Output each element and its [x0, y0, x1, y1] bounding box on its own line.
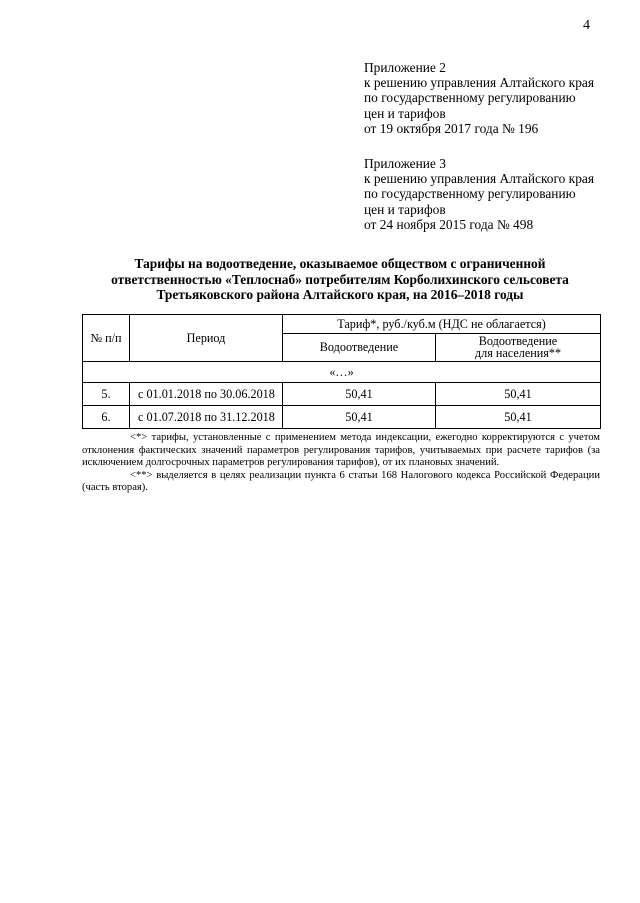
- appendix-3-line: от 24 ноября 2015 года № 498: [364, 216, 534, 232]
- appendix-2-header: [364, 60, 594, 136]
- footnote-2: <**> выделяется в целях реализации пункта 6 статьи 168 Налогового кодекса Российской Федерации (часть вторая).: [82, 469, 600, 494]
- table-header-row: [83, 315, 601, 334]
- table-row-ellipsis: [83, 362, 601, 383]
- cell-sewerage-population: 50,41: [436, 406, 601, 429]
- cell-sewerage: 50,41: [283, 406, 436, 429]
- table-row: [83, 406, 601, 429]
- document-title: [60, 256, 620, 303]
- appendix-3-line: цен и тарифов: [364, 201, 446, 217]
- cell-sewerage-population: 50,41: [436, 383, 601, 406]
- tariff-table: [82, 314, 601, 429]
- table-row: [83, 383, 601, 406]
- cell-sewerage: 50,41: [283, 383, 436, 406]
- title-line: ответственностью «Теплоснаб» потребителям Корболихинского сельсовета: [111, 271, 569, 287]
- header-sewerage-population: [436, 334, 601, 362]
- appendix-2-line: от 19 октября 2017 года № 196: [364, 120, 539, 136]
- title-line: Тарифы на водоотведение, оказываемое обществом с ограниченной: [134, 256, 546, 271]
- cell-number: 5.: [83, 383, 130, 406]
- appendix-3-header: [364, 156, 594, 232]
- appendix-2-line: цен и тарифов: [364, 105, 446, 121]
- header-sewerage-population-line1: Водоотведение: [478, 334, 558, 348]
- title-line: Третьяковского района Алтайского края, на 2016–2018 годы: [156, 287, 524, 302]
- appendix-3-line: к решению управления Алтайского края: [364, 171, 594, 187]
- cell-number: 6.: [83, 406, 130, 429]
- cell-period: с 01.07.2018 по 31.12.2018: [130, 406, 283, 429]
- cell-period: с 01.01.2018 по 30.06.2018: [130, 383, 283, 406]
- appendix-2-line: по государственному регулированию: [364, 90, 576, 106]
- footnote-1: <*> тарифы, установленные с применением метода индексации, ежегодно корректируются с учетом отклонения фактических значений параметров регулирования тарифов, учитываемых при расчете тарифов (за исключением долгосрочных параметров регулирования тарифов), от их плановых значений.: [82, 432, 600, 469]
- page-number: 4: [583, 18, 590, 33]
- appendix-3-line: по государственному регулированию: [364, 186, 576, 202]
- header-sewerage-population-line2: для населения**: [474, 346, 562, 360]
- footnotes: [82, 432, 600, 495]
- appendix-2-line: Приложение 2: [364, 60, 446, 75]
- ellipsis-cell: «…»: [83, 362, 601, 383]
- header-number: № п/п: [83, 315, 130, 362]
- header-period: Период: [130, 315, 283, 362]
- appendix-2-line: к решению управления Алтайского края: [364, 75, 594, 91]
- appendix-3-line: Приложение 3: [364, 156, 446, 171]
- header-tariff-group: Тариф*, руб./куб.м (НДС не облагается): [283, 315, 601, 334]
- header-sewerage: Водоотведение: [283, 334, 436, 362]
